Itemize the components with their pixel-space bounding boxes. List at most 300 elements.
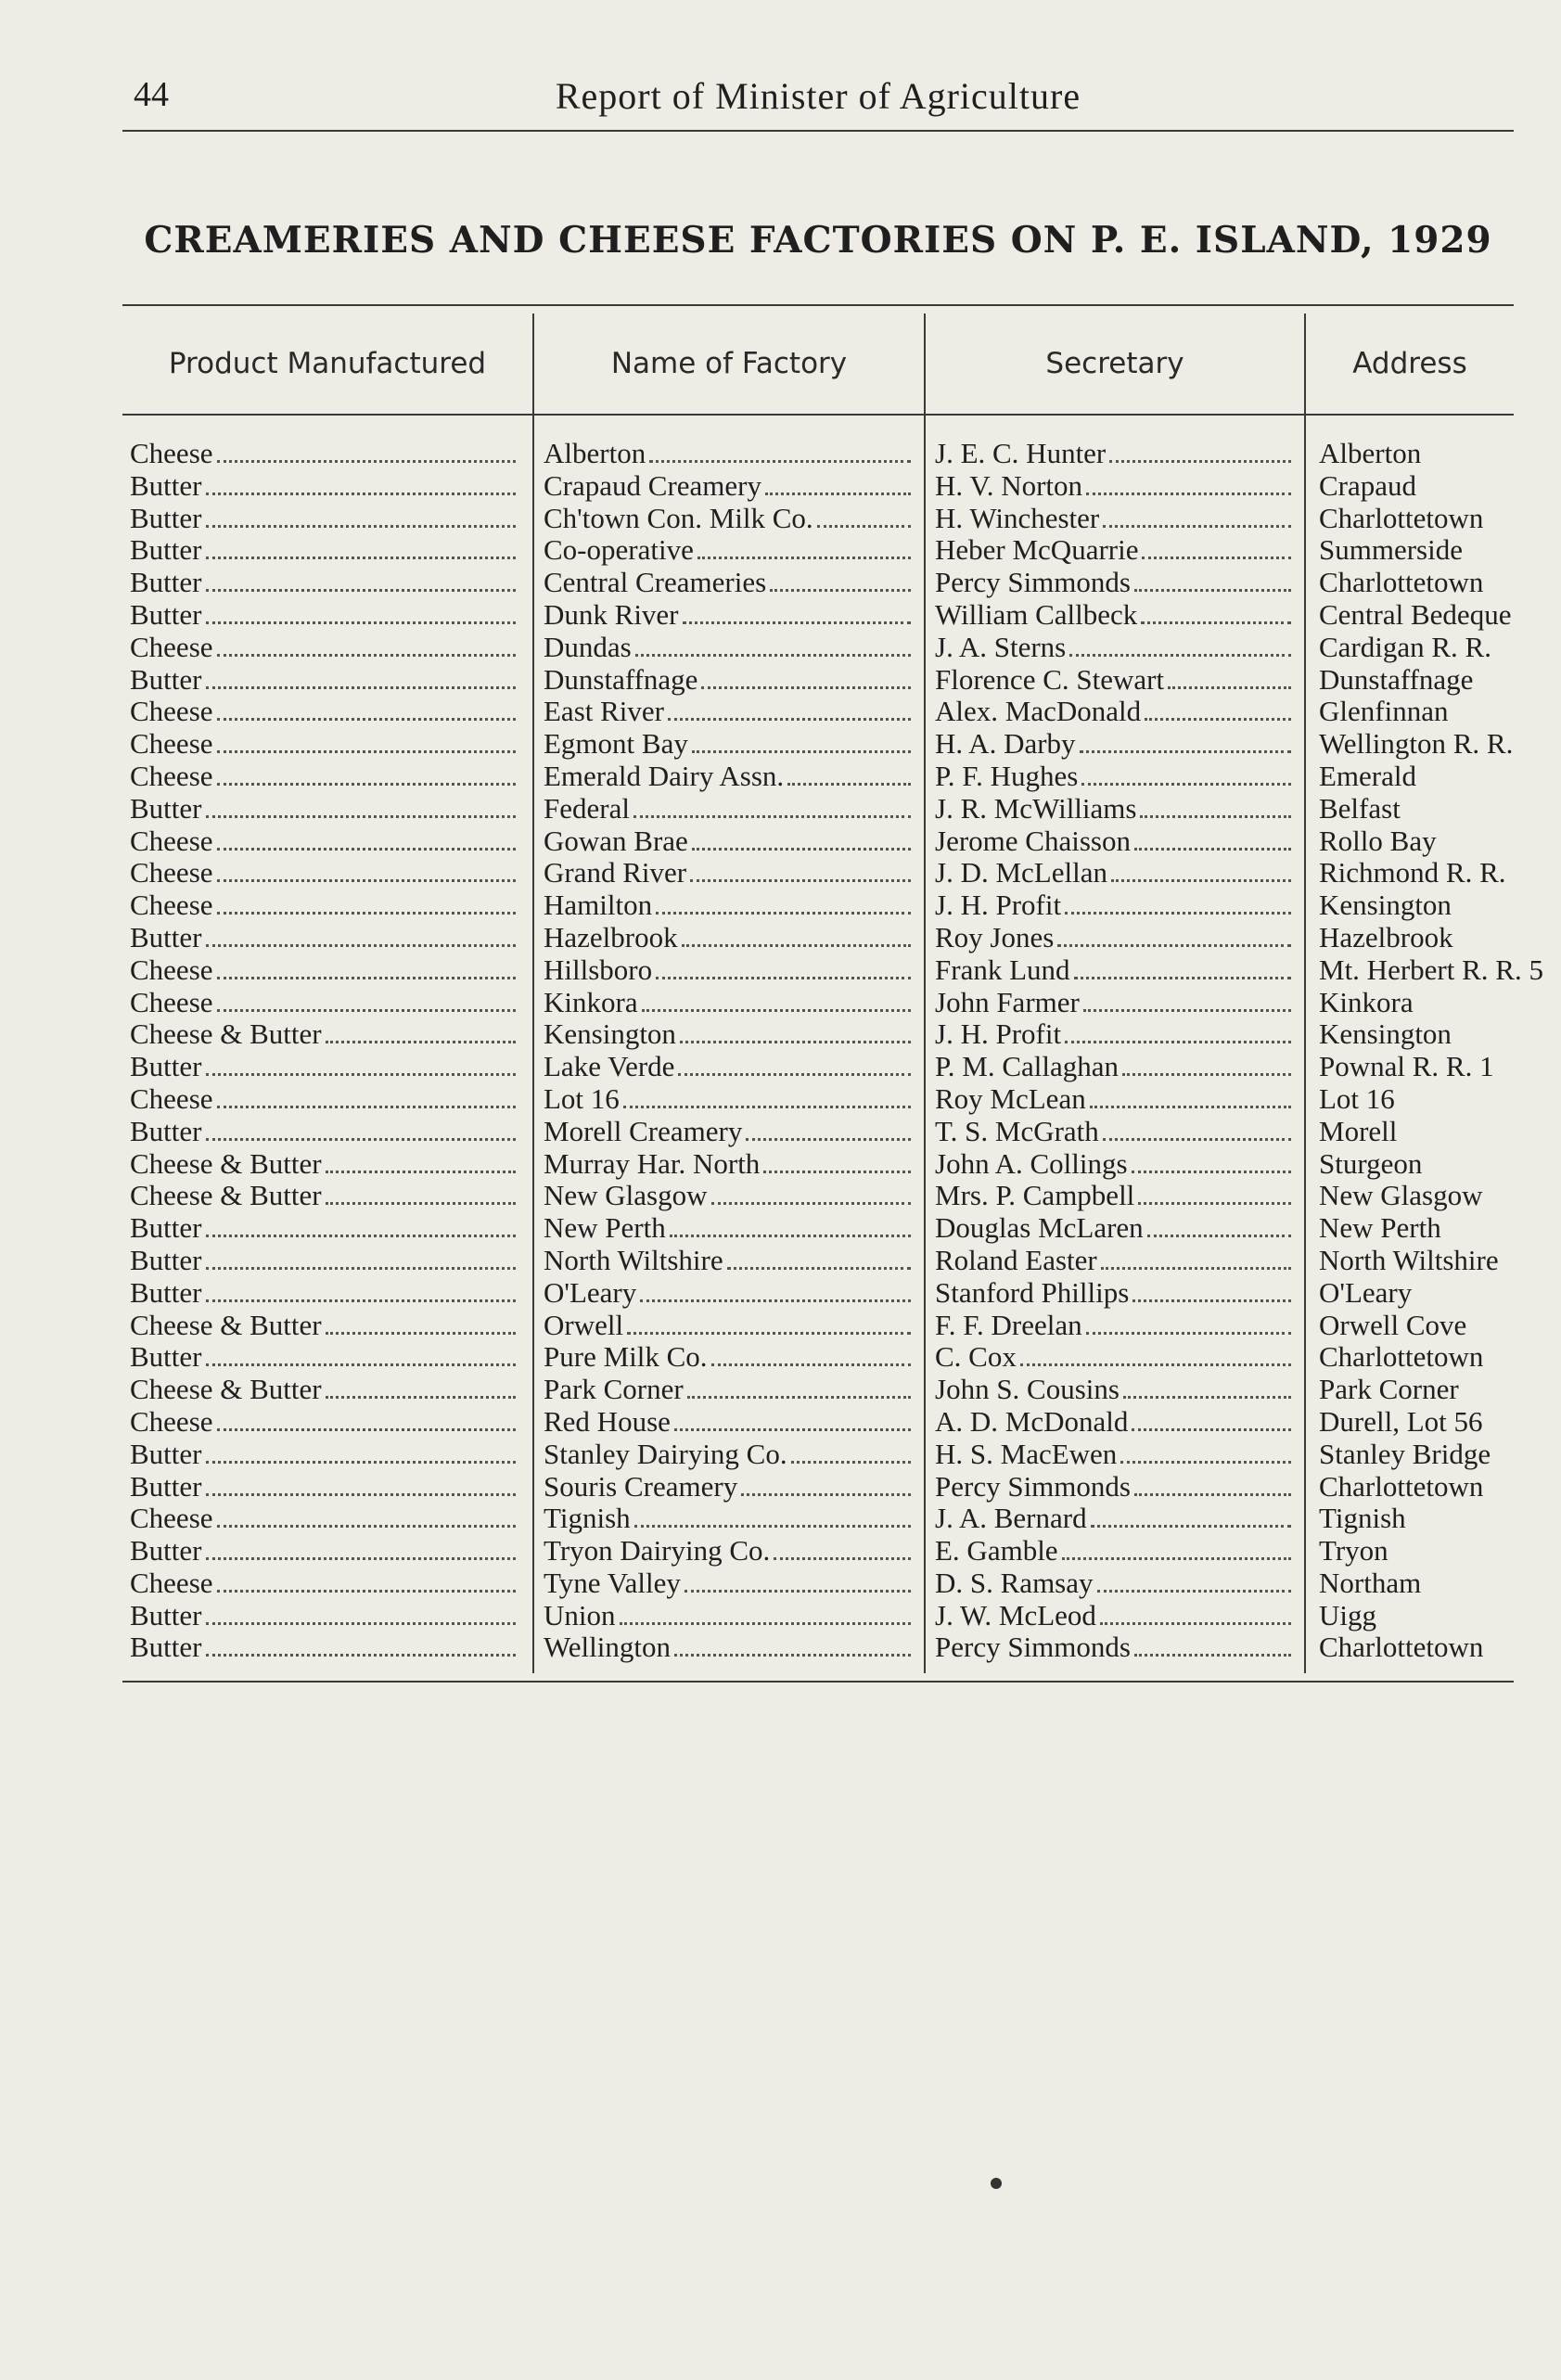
address-text: Uigg <box>1319 1598 1376 1631</box>
dot-leader <box>680 1018 911 1043</box>
cell-factory <box>544 825 915 858</box>
address-text: Orwell Cove <box>1319 1308 1467 1341</box>
dot-leader <box>656 954 911 979</box>
cell-address <box>1319 1018 1514 1051</box>
cell-factory <box>544 1600 915 1632</box>
dot-leader <box>326 1374 516 1399</box>
column-header-product: Product Manufactured <box>168 347 487 380</box>
cell-product <box>130 1439 519 1471</box>
product-text: Butter <box>130 469 202 502</box>
cell-secretary <box>935 922 1295 954</box>
product-text: Cheese & Butter <box>130 1309 322 1341</box>
cell-address <box>1319 1083 1514 1116</box>
cell-address <box>1319 664 1514 697</box>
dot-leader <box>642 987 911 1012</box>
dot-leader <box>1090 1083 1291 1108</box>
product-text: Cheese <box>130 728 213 761</box>
product-text: Cheese <box>130 889 213 922</box>
cell-factory <box>544 1341 915 1374</box>
table-row <box>122 1503 1514 1535</box>
dot-leader <box>697 534 911 559</box>
secretary-text: Roy Jones <box>935 921 1055 953</box>
address-text: Park Corner <box>1319 1373 1459 1406</box>
secretary-text: J. W. McLeod <box>935 1599 1096 1631</box>
cell-secretary <box>935 1148 1295 1181</box>
cell-factory <box>544 889 915 922</box>
cell-factory <box>544 1083 915 1116</box>
dot-leader <box>674 1406 911 1431</box>
table-row <box>122 1245 1514 1277</box>
dot-leader <box>770 567 911 592</box>
cell-product <box>130 825 519 858</box>
factory-text: Crapaud Creamery <box>544 469 761 502</box>
factory-text: Federal <box>544 792 630 825</box>
dot-leader <box>1132 1148 1291 1173</box>
table-row <box>122 1116 1514 1148</box>
secretary-text: D. S. Ramsay <box>935 1567 1094 1599</box>
factory-text: Souris Creamery <box>544 1470 738 1503</box>
product-text: Butter <box>130 1051 202 1083</box>
address-text: Charlottetown <box>1319 566 1484 599</box>
secretary-text: H. S. MacEwen <box>935 1438 1118 1470</box>
product-text: Butter <box>130 1535 202 1567</box>
dot-leader <box>1141 599 1291 624</box>
cell-product <box>130 1600 519 1632</box>
cell-product <box>130 1503 519 1535</box>
cell-factory <box>544 1116 915 1148</box>
dot-leader <box>685 1567 911 1593</box>
address-text: Crapaud <box>1319 468 1417 502</box>
column-header-address: Address <box>1352 347 1467 380</box>
dot-leader <box>206 1631 517 1657</box>
cell-address <box>1319 1374 1514 1406</box>
cell-factory <box>544 599 915 632</box>
cell-factory <box>544 1439 915 1471</box>
cell-secretary <box>935 1406 1295 1439</box>
factory-text: Ch'town Con. Milk Co. <box>544 502 813 534</box>
dot-leader <box>206 470 517 495</box>
dot-leader <box>620 1600 912 1625</box>
address-text: Stanley Bridge <box>1319 1437 1491 1470</box>
cell-factory <box>544 987 915 1019</box>
address-text: North Wiltshire <box>1319 1243 1499 1276</box>
running-title: Report of Minister of Agriculture <box>555 75 1081 117</box>
product-text: Cheese <box>130 438 213 469</box>
cell-factory <box>544 761 915 793</box>
dot-leader <box>817 503 911 528</box>
product-text: Cheese <box>130 1567 213 1599</box>
product-text: Butter <box>130 1438 202 1470</box>
cell-factory <box>544 1245 915 1277</box>
address-text: New Perth <box>1319 1211 1441 1245</box>
cell-factory <box>544 470 915 503</box>
cell-factory <box>544 438 915 470</box>
product-text: Butter <box>130 1244 202 1276</box>
factory-text: New Perth <box>544 1212 666 1245</box>
cell-factory <box>544 728 915 761</box>
cell-secretary <box>935 857 1295 889</box>
secretary-text: J. H. Profit <box>935 1018 1062 1051</box>
factory-text: Dunk River <box>544 598 679 631</box>
cell-product <box>130 1310 519 1342</box>
dot-leader <box>741 1471 911 1496</box>
dot-leader <box>1134 1631 1291 1657</box>
product-text: Butter <box>130 1631 202 1664</box>
cell-address <box>1319 1116 1514 1148</box>
cell-secretary <box>935 1503 1295 1535</box>
cell-product <box>130 470 519 503</box>
factory-text: Dundas <box>544 631 632 663</box>
cell-product <box>130 728 519 761</box>
secretary-text: J. E. C. Hunter <box>935 438 1107 469</box>
cell-product <box>130 1116 519 1148</box>
dot-leader <box>217 889 516 915</box>
cell-product <box>130 599 519 632</box>
product-text: Butter <box>130 1276 202 1309</box>
factory-text: Hillsboro <box>544 953 653 986</box>
table-row <box>122 953 1543 987</box>
secretary-text: Frank Lund <box>935 953 1070 986</box>
cell-product <box>130 696 519 728</box>
secretary-text: T. S. McGrath <box>935 1115 1099 1147</box>
cell-product <box>130 857 519 889</box>
dot-leader <box>206 567 517 592</box>
dot-leader <box>206 1245 517 1270</box>
factory-text: Co-operative <box>544 534 694 567</box>
dot-leader <box>206 1212 517 1237</box>
dot-leader <box>1134 567 1291 592</box>
running-head <box>122 65 1514 132</box>
factory-text: New Glasgow <box>544 1180 708 1212</box>
dot-leader <box>765 470 911 495</box>
cell-factory <box>544 567 915 599</box>
table-row <box>122 1535 1514 1567</box>
secretary-text: A. D. McDonald <box>935 1405 1129 1438</box>
factory-text: Hazelbrook <box>544 921 678 953</box>
cell-address <box>1319 1503 1514 1535</box>
dot-leader <box>1138 1180 1291 1205</box>
address-text: Central Bedeque <box>1319 597 1512 631</box>
factory-text: Tignish <box>544 1503 631 1535</box>
table-row <box>122 1277 1514 1310</box>
product-text: Cheese <box>130 631 213 663</box>
cell-address <box>1319 1245 1514 1277</box>
cell-secretary <box>935 1374 1295 1406</box>
cell-product <box>130 889 519 922</box>
dot-leader <box>1062 1535 1291 1560</box>
cell-factory <box>544 632 915 664</box>
dot-leader <box>687 1374 911 1399</box>
secretary-text: P. F. Hughes <box>935 760 1079 792</box>
cell-product <box>130 1148 519 1181</box>
address-text: Charlottetown <box>1319 501 1484 534</box>
cell-secretary <box>935 793 1295 825</box>
dot-leader <box>787 761 911 786</box>
cell-factory <box>544 1277 915 1310</box>
cell-secretary <box>935 567 1295 599</box>
dot-leader <box>634 1503 911 1528</box>
dot-leader <box>1168 664 1291 689</box>
cell-address <box>1319 1212 1514 1245</box>
dot-leader <box>217 438 516 463</box>
dot-leader <box>206 1116 517 1141</box>
dot-leader <box>635 632 911 657</box>
cell-secretary <box>935 632 1295 664</box>
cell-factory <box>544 1406 915 1439</box>
factory-text: Union <box>544 1599 616 1631</box>
cell-product <box>130 567 519 599</box>
dot-leader <box>217 1083 516 1108</box>
address-text: Mt. Herbert R. R. 5 <box>1319 953 1543 986</box>
dot-leader <box>217 987 516 1012</box>
cell-factory <box>544 664 915 697</box>
cell-secretary <box>935 1471 1295 1503</box>
address-text: Sturgeon <box>1319 1146 1423 1180</box>
dot-leader <box>1103 1116 1291 1141</box>
dot-leader <box>623 1083 911 1108</box>
secretary-text: Mrs. P. Campbell <box>935 1180 1135 1212</box>
table-body <box>122 437 1543 1664</box>
address-text: Summerside <box>1319 533 1463 567</box>
dot-leader <box>206 1600 517 1625</box>
dot-leader <box>1101 1245 1291 1270</box>
ink-dot <box>991 2178 1002 2189</box>
address-text: Dunstaffnage <box>1319 662 1474 696</box>
address-text: Rollo Bay <box>1319 824 1437 857</box>
address-text: Emerald <box>1319 759 1417 792</box>
cell-factory <box>544 1310 915 1342</box>
cell-address <box>1319 1406 1514 1439</box>
dot-leader <box>1122 1051 1291 1076</box>
secretary-text: P. M. Callaghan <box>935 1051 1120 1083</box>
cell-address <box>1319 470 1514 503</box>
cell-factory <box>544 1148 915 1181</box>
cell-secretary <box>935 1535 1295 1567</box>
table-row <box>122 922 1514 954</box>
cell-address <box>1319 1277 1514 1310</box>
dot-leader <box>1109 438 1291 463</box>
dot-leader <box>692 825 911 851</box>
dot-leader <box>668 696 911 721</box>
product-text: Butter <box>130 1470 202 1503</box>
cell-secretary <box>935 1083 1295 1116</box>
cell-address <box>1319 599 1514 632</box>
product-text: Butter <box>130 534 202 567</box>
address-text: Kinkora <box>1319 985 1414 1018</box>
dot-leader <box>763 1148 911 1173</box>
address-text: Kensington <box>1319 889 1452 922</box>
cell-factory <box>544 1212 915 1245</box>
address-text: Northam <box>1319 1566 1422 1599</box>
dot-leader <box>1065 1018 1291 1043</box>
dot-leader <box>746 1116 911 1141</box>
product-text: Cheese <box>130 696 213 728</box>
secretary-text: F. F. Dreelan <box>935 1309 1082 1341</box>
secretary-text: Heber McQuarrie <box>935 534 1139 567</box>
dot-leader <box>627 1310 911 1335</box>
cell-factory <box>544 1471 915 1503</box>
factory-text: Grand River <box>544 857 687 889</box>
cell-address <box>1319 1471 1514 1503</box>
address-text: Glenfinnan <box>1319 695 1449 728</box>
cell-secretary <box>935 438 1295 470</box>
cell-secretary <box>935 470 1295 503</box>
table-row <box>122 632 1514 664</box>
dot-leader <box>1057 922 1291 947</box>
dot-leader <box>711 1180 912 1205</box>
product-text: Cheese <box>130 760 213 792</box>
table-row <box>122 438 1514 470</box>
table-row <box>122 1180 1514 1212</box>
table-row <box>122 1567 1514 1600</box>
table-row <box>122 1212 1514 1245</box>
dot-leader <box>1134 825 1291 851</box>
table-row <box>122 825 1514 858</box>
cell-factory <box>544 1051 915 1083</box>
cell-product <box>130 632 519 664</box>
cell-factory <box>544 1567 915 1600</box>
dot-leader <box>206 1277 517 1302</box>
table-row <box>122 696 1514 728</box>
table-row <box>122 470 1514 503</box>
factory-text: Lot 16 <box>544 1082 620 1115</box>
table-row <box>122 857 1514 889</box>
dot-leader <box>206 503 517 528</box>
address-text: Lot 16 <box>1319 1081 1395 1115</box>
cell-address <box>1319 1341 1514 1374</box>
secretary-text: William Callbeck <box>935 598 1138 631</box>
product-text: Butter <box>130 663 202 696</box>
factory-text: Gowan Brae <box>544 825 688 857</box>
cell-address <box>1319 534 1514 567</box>
factory-text: Alberton <box>544 438 646 469</box>
factory-text: Lake Verde <box>544 1051 675 1083</box>
dot-leader <box>1140 793 1291 818</box>
factory-text: Morell Creamery <box>544 1115 743 1147</box>
dot-leader <box>640 1277 911 1302</box>
cell-address <box>1319 1180 1514 1212</box>
page-number: 44 <box>134 75 169 114</box>
secretary-text: Stanford Phillips <box>935 1276 1130 1309</box>
secretary-text: J. H. Profit <box>935 889 1062 922</box>
address-text: New Glasgow <box>1319 1179 1483 1212</box>
product-text: Cheese <box>130 1405 213 1438</box>
table-row <box>122 567 1514 599</box>
dot-leader <box>326 1018 516 1043</box>
address-text: Tryon <box>1319 1534 1388 1567</box>
dot-leader <box>1123 1374 1291 1399</box>
dot-leader <box>1091 1503 1291 1528</box>
cell-product <box>130 1471 519 1503</box>
dot-leader <box>1147 1212 1291 1237</box>
cell-factory <box>544 1180 915 1212</box>
cell-address <box>1319 1310 1514 1342</box>
cell-address <box>1319 1631 1514 1664</box>
cell-product <box>130 1567 519 1600</box>
cell-factory <box>544 696 915 728</box>
factory-text: Stanley Dairying Co. <box>544 1438 787 1470</box>
cell-factory <box>544 1631 915 1664</box>
dot-leader <box>1103 503 1291 528</box>
factory-text: O'Leary <box>544 1276 637 1309</box>
product-text: Cheese & Butter <box>130 1147 322 1180</box>
table-row <box>122 1341 1514 1374</box>
secretary-text: Jerome Chaisson <box>935 825 1131 857</box>
table-row <box>122 889 1514 922</box>
secretary-text: J. A. Bernard <box>935 1503 1087 1535</box>
cell-secretary <box>935 825 1295 858</box>
cell-address <box>1319 1535 1514 1567</box>
cell-address <box>1319 1600 1514 1632</box>
cell-product <box>130 1631 519 1664</box>
product-text: Butter <box>130 792 202 825</box>
secretary-text: J. A. Sterns <box>935 631 1067 663</box>
product-text: Cheese <box>130 1503 213 1535</box>
dot-leader <box>690 857 911 882</box>
address-text: Pownal R. R. 1 <box>1319 1050 1494 1083</box>
dot-leader <box>774 1535 911 1560</box>
dot-leader <box>1111 857 1291 882</box>
secretary-text: John A. Collings <box>935 1147 1128 1180</box>
cell-product <box>130 664 519 697</box>
secretary-text: H. Winchester <box>935 502 1100 534</box>
cell-secretary <box>935 889 1295 922</box>
cell-address <box>1319 953 1543 987</box>
address-text: Charlottetown <box>1319 1631 1484 1664</box>
secretary-text: H. V. Norton <box>935 469 1083 502</box>
cell-address <box>1319 761 1514 793</box>
cell-factory <box>544 793 915 825</box>
dot-leader <box>1086 470 1291 495</box>
dot-leader <box>217 696 516 721</box>
cell-address <box>1319 632 1514 664</box>
cell-secretary <box>935 1018 1295 1051</box>
dot-leader <box>1097 1567 1292 1593</box>
factory-text: Murray Har. North <box>544 1147 761 1180</box>
address-text: Hazelbrook <box>1319 920 1453 953</box>
factory-text: Wellington <box>544 1631 671 1664</box>
dot-leader <box>206 664 517 689</box>
cell-product <box>130 1406 519 1439</box>
dot-leader <box>711 1341 911 1366</box>
cell-product <box>130 534 519 567</box>
factory-text: Tryon Dairying Co. <box>544 1535 771 1567</box>
secretary-text: Douglas McLaren <box>935 1212 1144 1245</box>
dot-leader <box>1020 1341 1291 1366</box>
factory-text: Tyne Valley <box>544 1567 681 1599</box>
product-text: Cheese <box>130 986 213 1018</box>
secretary-text: John S. Cousins <box>935 1374 1120 1406</box>
cell-product <box>130 1341 519 1374</box>
dot-leader <box>727 1245 911 1270</box>
cell-product <box>130 793 519 825</box>
dot-leader <box>683 599 911 624</box>
cell-secretary <box>935 503 1295 535</box>
address-text: Belfast <box>1319 791 1401 825</box>
cell-secretary <box>935 728 1295 761</box>
cell-product <box>130 1535 519 1567</box>
cell-product <box>130 761 519 793</box>
dot-leader <box>217 857 516 882</box>
address-text: Richmond R. R. <box>1319 856 1506 889</box>
factory-text: Orwell <box>544 1309 624 1341</box>
cell-factory <box>544 857 915 889</box>
product-text: Butter <box>130 598 202 631</box>
factory-text: Emerald Dairy Assn. <box>544 760 785 792</box>
secretary-text: Percy Simmonds <box>935 1631 1131 1664</box>
factory-text: Dunstaffnage <box>544 663 698 696</box>
cell-factory <box>544 1503 915 1535</box>
